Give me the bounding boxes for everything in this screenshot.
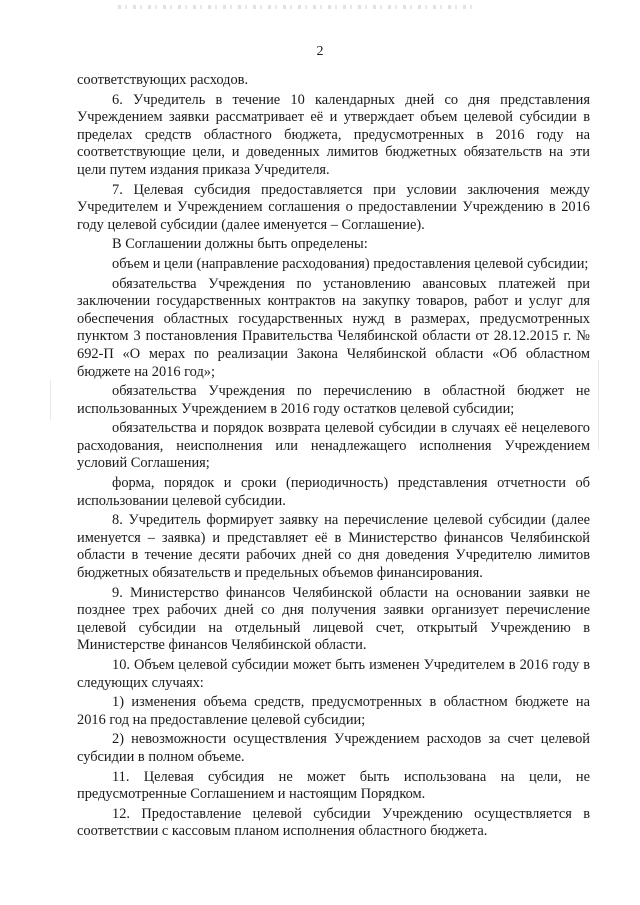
paragraph-subitem-2: 2) невозможности осуществления Учреждением расходов за счет целевой субсидии в полном объеме. <box>77 731 590 765</box>
scan-artifact <box>598 360 599 450</box>
scan-artifact <box>118 5 478 9</box>
page-number: 2 <box>316 44 324 59</box>
paragraph-item-8: 8. Учредитель формирует заявку на перечисление целевой субсидии (далее именуется – заявка) и представляет её в Министерство финансов Челябинской области в течение десяти рабочих дней со дня доведения Учредителю лимитов бюджетных обязательств и предельных объемов финансирования. <box>77 512 590 582</box>
paragraph: обязательства и порядок возврата целевой субсидии в случаях её нецелевого расходования, неисполнения или ненадлежащего исполнения Учреждением условий Соглашения; <box>77 420 590 472</box>
paragraph: В Соглашении должны быть определены: <box>112 236 368 253</box>
paragraph-item-11: 11. Целевая субсидия не может быть использована на цели, не предусмотренные Соглашением и настоящим Порядком. <box>77 768 590 803</box>
paragraph-item-10: 10. Объем целевой субсидии может быть изменен Учредителем в 2016 году в следующих случаях: <box>77 657 590 691</box>
paragraph-item-7: 7. Целевая субсидия предоставляется при условии заключения между Учредителем и Учреждением соглашения о предоставлении Учреждению в 2016 году целевой субсидии (далее именуется – Соглашение). <box>77 181 590 233</box>
scan-artifact <box>50 380 51 420</box>
document-body <box>77 72 590 843</box>
paragraph: обязательства Учреждения по перечислению в областной бюджет не использованных Учреждением в 2016 году остатков целевой субсидии; <box>77 383 590 417</box>
paragraph-subitem-1: 1) изменения объема средств, предусмотренных в областном бюджете на 2016 год на предоставление целевой субсидии; <box>77 694 590 728</box>
paragraph-item-6: 6. Учредитель в течение 10 календарных дней со дня представления Учреждением заявки рассматривает её и утверждает объем целевой субсидии в пределах средств областного бюджета, предусмотренных в 2016 году на соответствующие цели, и доведенных лимитов бюджетных обязательств на эти цели путем издания приказа Учредителя. <box>77 91 590 178</box>
paragraph: обязательства Учреждения по установлению авансовых платежей при заключении государственных контрактов на закупку товаров, работ и услуг для обеспечения областных государственных нужд в размерах, предусмотренных пунктом 3 постановления Правительства Челябинской области от 28.12.2015 г. № 692-П «О мерах по реализации Закона Челябинской области «Об областном бюджете на 2016 год»; <box>77 275 590 380</box>
paragraph-item-9: 9. Министерство финансов Челябинской области на основании заявки не позднее трех рабочих дней со дня получения заявки организует перечисление целевой субсидии на отдельный лицевой счет, открытый Учреждению в Министерстве финансов Челябинской области. <box>77 584 590 654</box>
paragraph: соответствующих расходов. <box>77 72 249 88</box>
paragraph: форма, порядок и сроки (периодичность) представления отчетности об использовании целевой субсидии. <box>77 475 590 509</box>
paragraph: объем и цели (направление расходования) предоставления целевой субсидии; <box>112 255 589 272</box>
paragraph-item-12: 12. Предоставление целевой субсидии Учреждению осуществляется в соответствии с кассовым планом исполнения областного бюджета. <box>77 805 590 840</box>
